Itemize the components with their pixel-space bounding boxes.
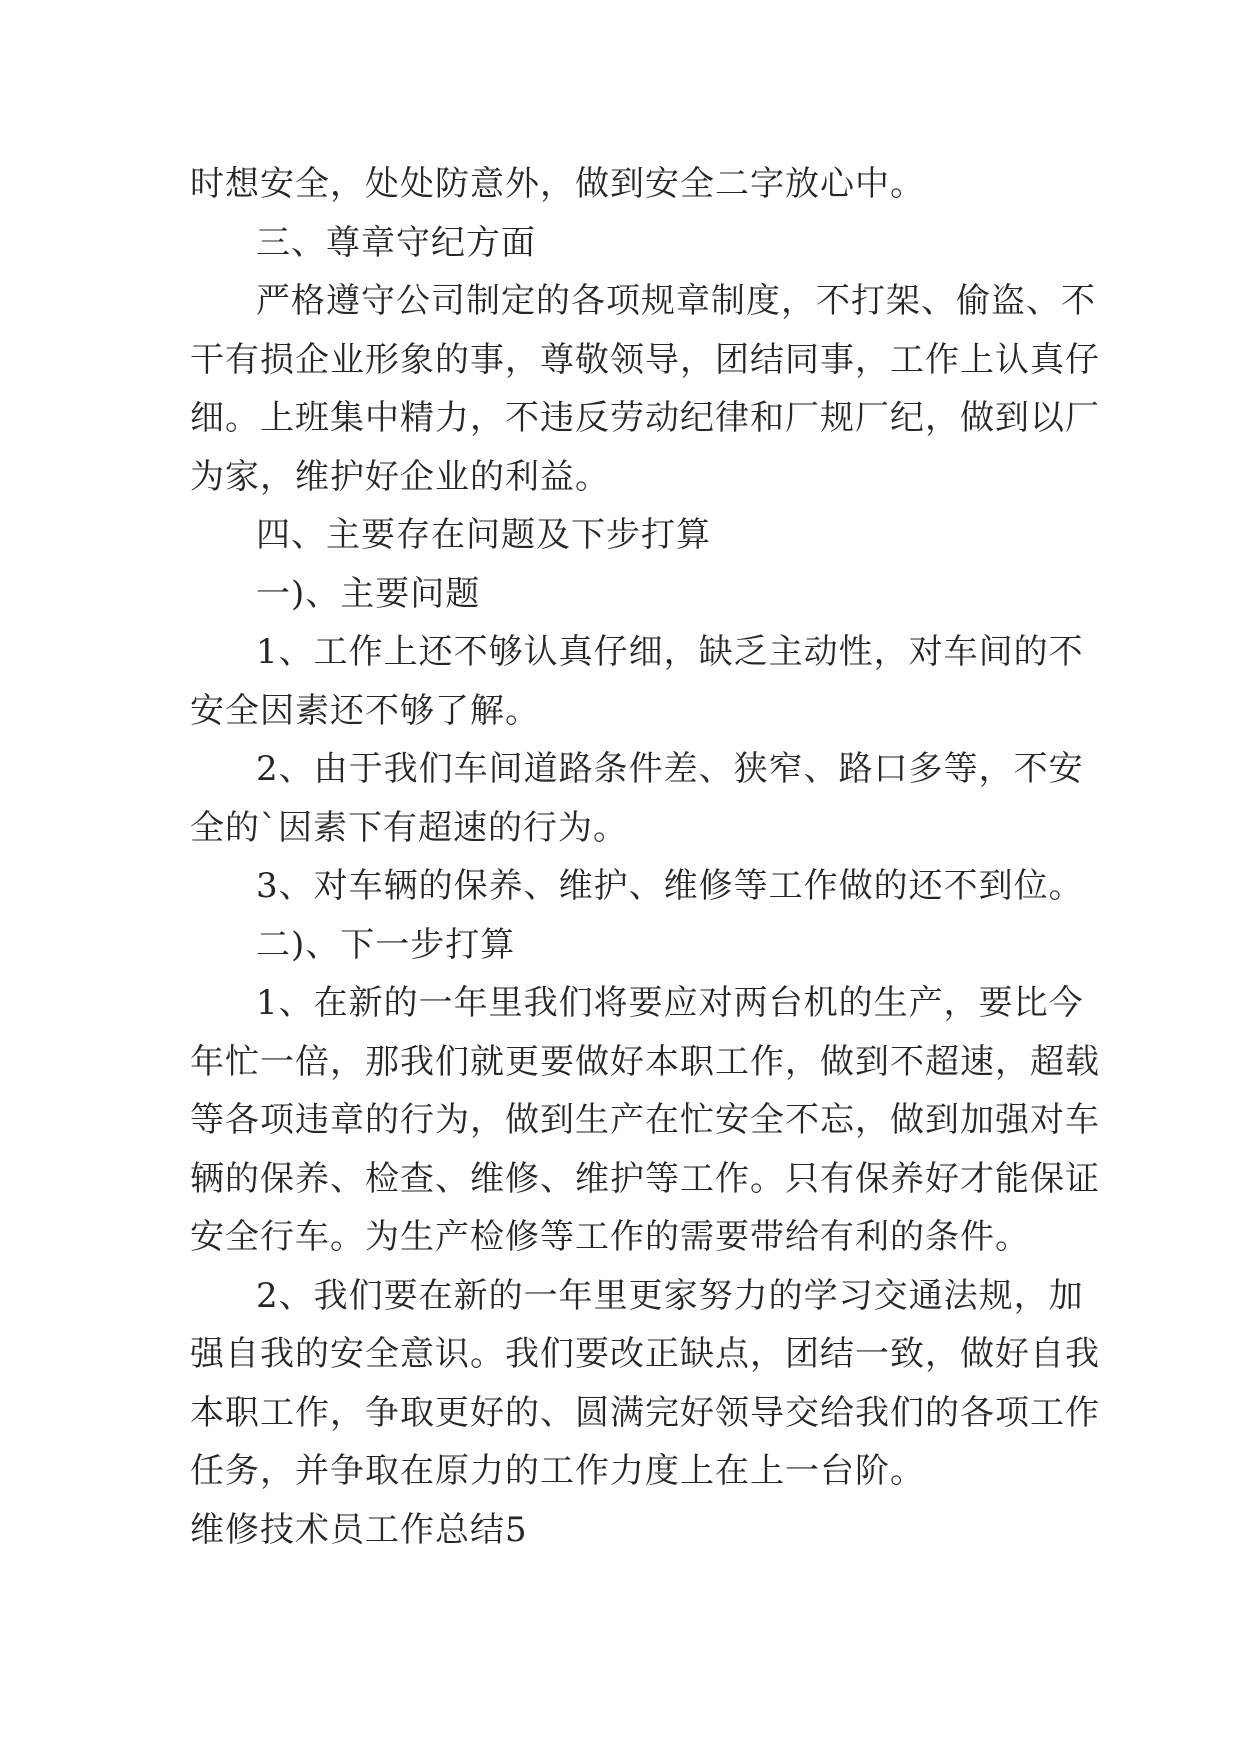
body-text-line: 等各项违章的行为，做到生产在忙安全不忘，做到加强对车 (190, 1100, 1100, 1140)
body-text-line: 辆的保养、检查、维修、维护等工作。只有保养好才能保证 (190, 1159, 1100, 1199)
body-text-line: 安全因素还不够了解。 (190, 691, 540, 731)
subsection-heading: 一)、主要问题 (256, 574, 481, 614)
body-text-line: 1、工作上还不够认真仔细，缺乏主动性，对车间的不 (256, 632, 1084, 672)
body-text-line: 年忙一倍，那我们就更要做好本职工作，做到不超速，超载 (190, 1042, 1100, 1082)
document-title: 维修技术员工作总结5 (190, 1510, 528, 1550)
section-heading: 三、尊章守纪方面 (256, 223, 536, 263)
body-text-line: 2、我们要在新的一年里更家努力的学习交通法规，加 (256, 1276, 1084, 1316)
body-text-line: 3、对车辆的保养、维护、维修等工作做的还不到位。 (256, 866, 1084, 906)
body-text-line: 为家，维护好企业的利益。 (190, 457, 610, 497)
body-text-line: 任务，并争取在原力的工作力度上在上一台阶。 (190, 1451, 925, 1491)
body-text-line: 时想安全，处处防意外，做到安全二字放心中。 (190, 164, 925, 204)
body-text-line: 强自我的安全意识。我们要改正缺点，团结一致，做好自我 (190, 1334, 1100, 1374)
body-text-line: 2、由于我们车间道路条件差、狭窄、路口多等，不安 (256, 749, 1084, 789)
subsection-heading: 二)、下一步打算 (256, 925, 516, 965)
section-heading: 四、主要存在问题及下步打算 (256, 515, 711, 555)
body-text-line: 安全行车。为生产检修等工作的需要带给有利的条件。 (190, 1217, 1030, 1257)
body-text-line: 严格遵守公司制定的各项规章制度，不打架、偷盗、不 (256, 281, 1096, 321)
body-text-line: 细。上班集中精力，不违反劳动纪律和厂规厂纪，做到以厂 (190, 398, 1100, 438)
body-text-line: 1、在新的一年里我们将要应对两台机的生产，要比今 (256, 983, 1084, 1023)
body-text-line: 全的`因素下有超速的行为。 (190, 808, 628, 848)
body-text-line: 本职工作，争取更好的、圆满完好领导交给我们的各项工作 (190, 1393, 1100, 1433)
body-text-line: 干有损企业形象的事，尊敬领导，团结同事，工作上认真仔 (190, 340, 1100, 380)
